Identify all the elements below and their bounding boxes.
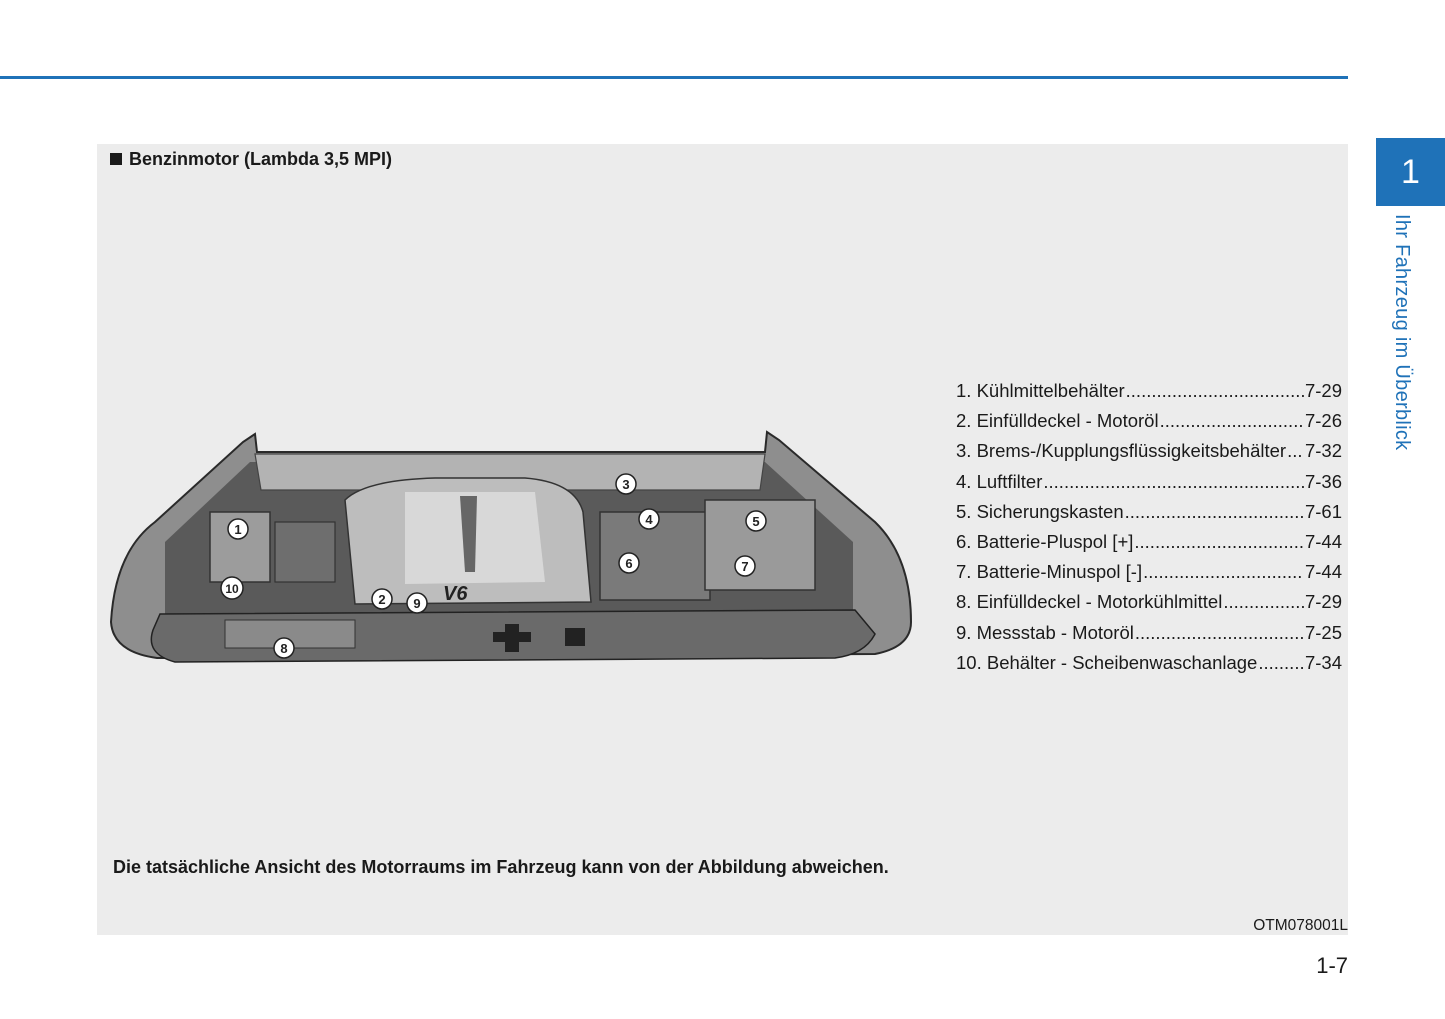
callout-3 bbox=[616, 474, 636, 494]
reservoir-block bbox=[275, 522, 335, 582]
legend-item[interactable]: 7. Batterie-Minuspol [-] ..... 7-44 bbox=[956, 561, 1342, 591]
component-legend bbox=[956, 380, 1342, 682]
engine-bay-illustration bbox=[105, 372, 917, 712]
callout-7 bbox=[735, 556, 755, 576]
callout-5 bbox=[746, 511, 766, 531]
leader-dots bbox=[1043, 471, 1304, 493]
leader-dots bbox=[1143, 561, 1304, 583]
leader-dots bbox=[1223, 591, 1304, 613]
header-rule bbox=[0, 76, 1348, 79]
svg-text:2: 2 bbox=[378, 592, 386, 607]
leader-dots bbox=[1258, 652, 1304, 674]
leader-dots bbox=[1135, 622, 1304, 644]
engine-badge: V6 bbox=[443, 583, 468, 605]
leader-dots bbox=[1134, 531, 1304, 553]
section-title-text: Benzinmotor (Lambda 3,5 MPI) bbox=[129, 149, 393, 169]
callout-6 bbox=[619, 553, 639, 573]
chapter-number-tab[interactable]: 1 bbox=[1376, 138, 1445, 206]
section-title bbox=[110, 149, 392, 170]
legend-item[interactable]: 2. Einfülldeckel - Motoröl ..... 7-26 bbox=[956, 410, 1342, 440]
legend-item[interactable]: 5. Sicherungskasten ..... 7-61 bbox=[956, 501, 1342, 531]
front-latch-cross bbox=[493, 632, 531, 642]
svg-text:4: 4 bbox=[645, 512, 653, 527]
chapter-title: Ihr Fahrzeug im Überblick bbox=[1391, 214, 1413, 451]
leader-dots bbox=[1125, 501, 1304, 523]
svg-text:10: 10 bbox=[225, 582, 239, 596]
disclaimer-note: Die tatsächliche Ansicht des Motorraums im Fahrzeug kann von der Abbildung abweichen. bbox=[113, 857, 889, 877]
svg-text:7: 7 bbox=[741, 559, 749, 574]
callout-9 bbox=[407, 593, 427, 613]
svg-text:1: 1 bbox=[234, 522, 242, 537]
legend-item[interactable]: 1. Kühlmittelbehälter ..... 7-29 bbox=[956, 380, 1342, 410]
callout-4 bbox=[639, 509, 659, 529]
svg-text:9: 9 bbox=[413, 596, 421, 611]
legend-item[interactable]: 10. Behälter - Scheibenwaschanlage ..... 7-34 bbox=[956, 652, 1342, 682]
legend-item[interactable]: 4. Luftfilter ..... 7-36 bbox=[956, 471, 1342, 501]
svg-text:8: 8 bbox=[280, 641, 288, 656]
legend-item[interactable]: 6. Batterie-Pluspol [+] ..... 7-44 bbox=[956, 531, 1342, 561]
svg-text:3: 3 bbox=[622, 477, 630, 492]
front-clip bbox=[565, 628, 585, 646]
leader-dots bbox=[1126, 380, 1304, 402]
svg-text:6: 6 bbox=[625, 556, 633, 571]
callout-10 bbox=[221, 577, 243, 599]
svg-text:5: 5 bbox=[752, 514, 760, 529]
leader-dots bbox=[1287, 440, 1304, 462]
callout-8 bbox=[274, 638, 294, 658]
legend-item[interactable]: 3. Brems-/Kupplungsflüssigkeitsbehälter ..... 7-32 bbox=[956, 440, 1342, 470]
leader-dots bbox=[1160, 410, 1304, 432]
legend-item[interactable]: 8. Einfülldeckel - Motorkühlmittel ..... 7-29 bbox=[956, 591, 1342, 621]
figure-code: OTM078001L bbox=[1253, 917, 1348, 934]
legend-item[interactable]: 9. Messstab - Motoröl ..... 7-25 bbox=[956, 622, 1342, 652]
square-bullet-icon bbox=[110, 153, 122, 165]
callout-1 bbox=[228, 519, 248, 539]
page-number: 1-7 bbox=[1316, 953, 1348, 978]
callout-2 bbox=[372, 589, 392, 609]
